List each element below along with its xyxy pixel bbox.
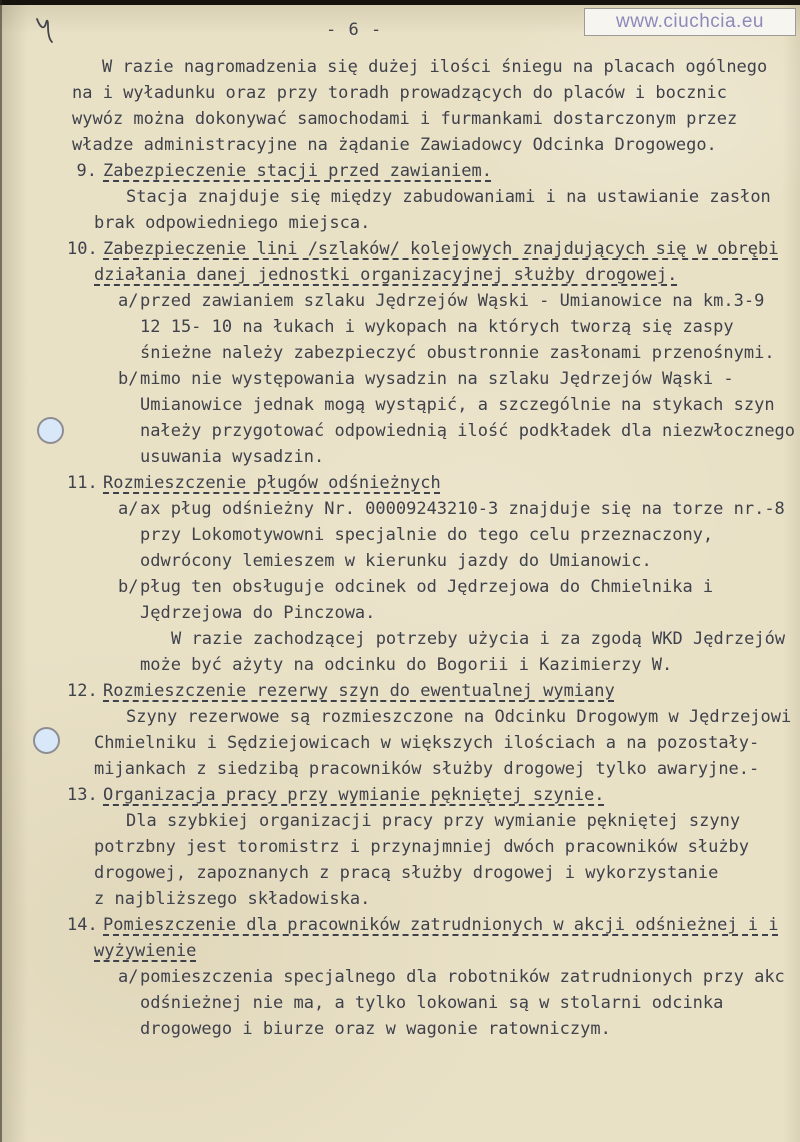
- section-13-heading: [0, 782, 800, 808]
- paragraph-line: wywóz można dokonywać samochodami i furmankami dostarczonym przez: [72, 109, 738, 129]
- section-title: Pomieszczenie dla pracowników zatrudnionych w akcji odśnieżnej i i: [103, 915, 779, 935]
- item-text: pług ten obsługuje odcinek od Jędrzejowa do Chmielnika i: [140, 577, 714, 597]
- section-14-heading-line2: [0, 938, 800, 964]
- section-12-heading: [0, 678, 800, 704]
- item-marker: b/: [118, 577, 139, 597]
- item-text-line: nałeży przygotować odpowiednią ilość podkładek dla niezwłocznego: [140, 421, 796, 441]
- section-number: 9.: [76, 161, 97, 181]
- section-number: 10.: [67, 239, 98, 259]
- item-text: przed zawianiem szlaku Jędrzejów Wąski - Umianowice na km.3-9: [140, 291, 765, 311]
- paragraph-line: Szyny rezerwowe są rozmieszczone na Odcinku Drogowym w Jędrzejowi: [126, 707, 792, 727]
- section-title: Zabezpieczenie stacji przed zawianiem.: [103, 161, 492, 181]
- paragraph-line: potrzbny jest toromistrz i przynajmniej dwóch pracowników służby: [94, 837, 750, 857]
- section-title: Rozmieszczenie pługów odśnieżnych: [103, 473, 441, 493]
- section-title: działania danej jednostki organizacyjnej służby drogowej.: [94, 265, 678, 285]
- item-text-line: drogowego i biurze oraz w wagonie ratowniczym.: [140, 1019, 611, 1039]
- list-item: [0, 496, 800, 522]
- paragraph-line: władze administracyjne na żądanie Zawiadowcy Odcinka Drogowego.: [72, 135, 717, 155]
- item-text-line: 12 15- 10 na łukach i wykopach na których tworzą się zaspy: [140, 317, 734, 337]
- list-item: [0, 964, 800, 990]
- paragraph-line: mijankach z siedzibą pracowników służby drogowej tylko awaryjne.-: [94, 759, 760, 779]
- item-text: mimo nie występowania wysadzin na szlaku Jędrzejów Wąski -: [140, 369, 734, 389]
- item-text-line: Umianowice jednak mogą wystąpić, a szczególnie na stykach szyn: [140, 395, 775, 415]
- paragraph-line: Dla szybkiej organizacji pracy przy wymianie pękniętej szyny: [126, 811, 741, 831]
- paragraph-line: W razie nagromadzenia się dużej ilości śniegu na placach ogólnego: [102, 57, 768, 77]
- watermark-url-text: www.ciuchcia.eu: [616, 11, 764, 32]
- item-marker: a/: [118, 499, 139, 519]
- item-text-line: odwrócony lemieszem w kierunku jazdy do Umianowic.: [140, 551, 652, 571]
- item-text-line: śnieżne należy zabezpieczyć obustronnie zasłonami przenośnymi.: [140, 343, 775, 363]
- paragraph-line: W razie zachodzącej potrzeby użycia i za zgodą WKD Jędrzejów: [171, 629, 786, 649]
- section-number: 12.: [67, 681, 98, 701]
- item-marker: a/: [118, 291, 139, 311]
- section-10-heading-line2: [0, 262, 800, 288]
- section-14-heading: [0, 912, 800, 938]
- item-text-line: usuwania wysadzin.: [140, 447, 325, 467]
- section-10-heading: [0, 236, 800, 262]
- item-marker: a/: [118, 967, 139, 987]
- paragraph-line: Chmielniku i Sędziejowicach w większych ilościach a na pozostały-: [94, 733, 760, 753]
- section-number: 14.: [67, 915, 98, 935]
- item-marker: b/: [118, 369, 139, 389]
- section-title: wyżywienie: [94, 941, 197, 961]
- section-title: Organizacja pracy przy wymianie pękniętej szynie.: [103, 785, 605, 805]
- paragraph-line: drogowej, zapoznanych z pracą służby drogowej i wykorzystanie: [94, 863, 719, 883]
- list-item: [0, 366, 800, 392]
- list-item: [0, 288, 800, 314]
- item-text-line: odśnieżnej nie ma, a tylko lokowani są w stolarni odcinka: [140, 993, 724, 1013]
- section-number: 13.: [67, 785, 98, 805]
- handwritten-mark-icon: [34, 14, 60, 50]
- section-title: Zabezpieczenie lini /szlaków/ kolejowych znajdujących się w obrębi: [103, 239, 779, 259]
- section-11-heading: [0, 470, 800, 496]
- list-item: [0, 574, 800, 600]
- item-text: pomieszczenia specjalnego dla robotników zatrudnionych przy akc: [140, 967, 785, 987]
- item-text: ax pług odśnieżny Nr. 00009243210-3 znajduje się na torze nr.-8: [140, 499, 785, 519]
- document-body: [0, 54, 800, 1042]
- paragraph-line: z najbliższego składowiska.: [94, 889, 371, 909]
- section-title: Rozmieszczenie rezerwy szyn do ewentualnej wymiany: [103, 681, 615, 701]
- section-number: 11.: [67, 473, 98, 493]
- page-number: - 6 -: [326, 20, 383, 40]
- item-text-line: Jędrzejowa do Pinczowa.: [140, 603, 376, 623]
- paragraph-line: Stacja znajduje się między zabudowaniami i na ustawianie zasłon: [126, 187, 771, 207]
- paragraph-line: może być ażyty na odcinku do Bogorii i Kazimierzy W.: [140, 655, 673, 675]
- paragraph-line: na i wyładunku oraz przy toradh prowadzących do placów i bocznic: [72, 83, 728, 103]
- item-text-line: przy Lokomotywowni specjalnie do tego celu przeznaczony,: [140, 525, 714, 545]
- watermark-box: [584, 8, 796, 36]
- section-9-heading: [0, 158, 800, 184]
- paragraph-line: brak odpowiedniego miejsca.: [94, 213, 371, 233]
- scan-edge-top: [0, 0, 800, 5]
